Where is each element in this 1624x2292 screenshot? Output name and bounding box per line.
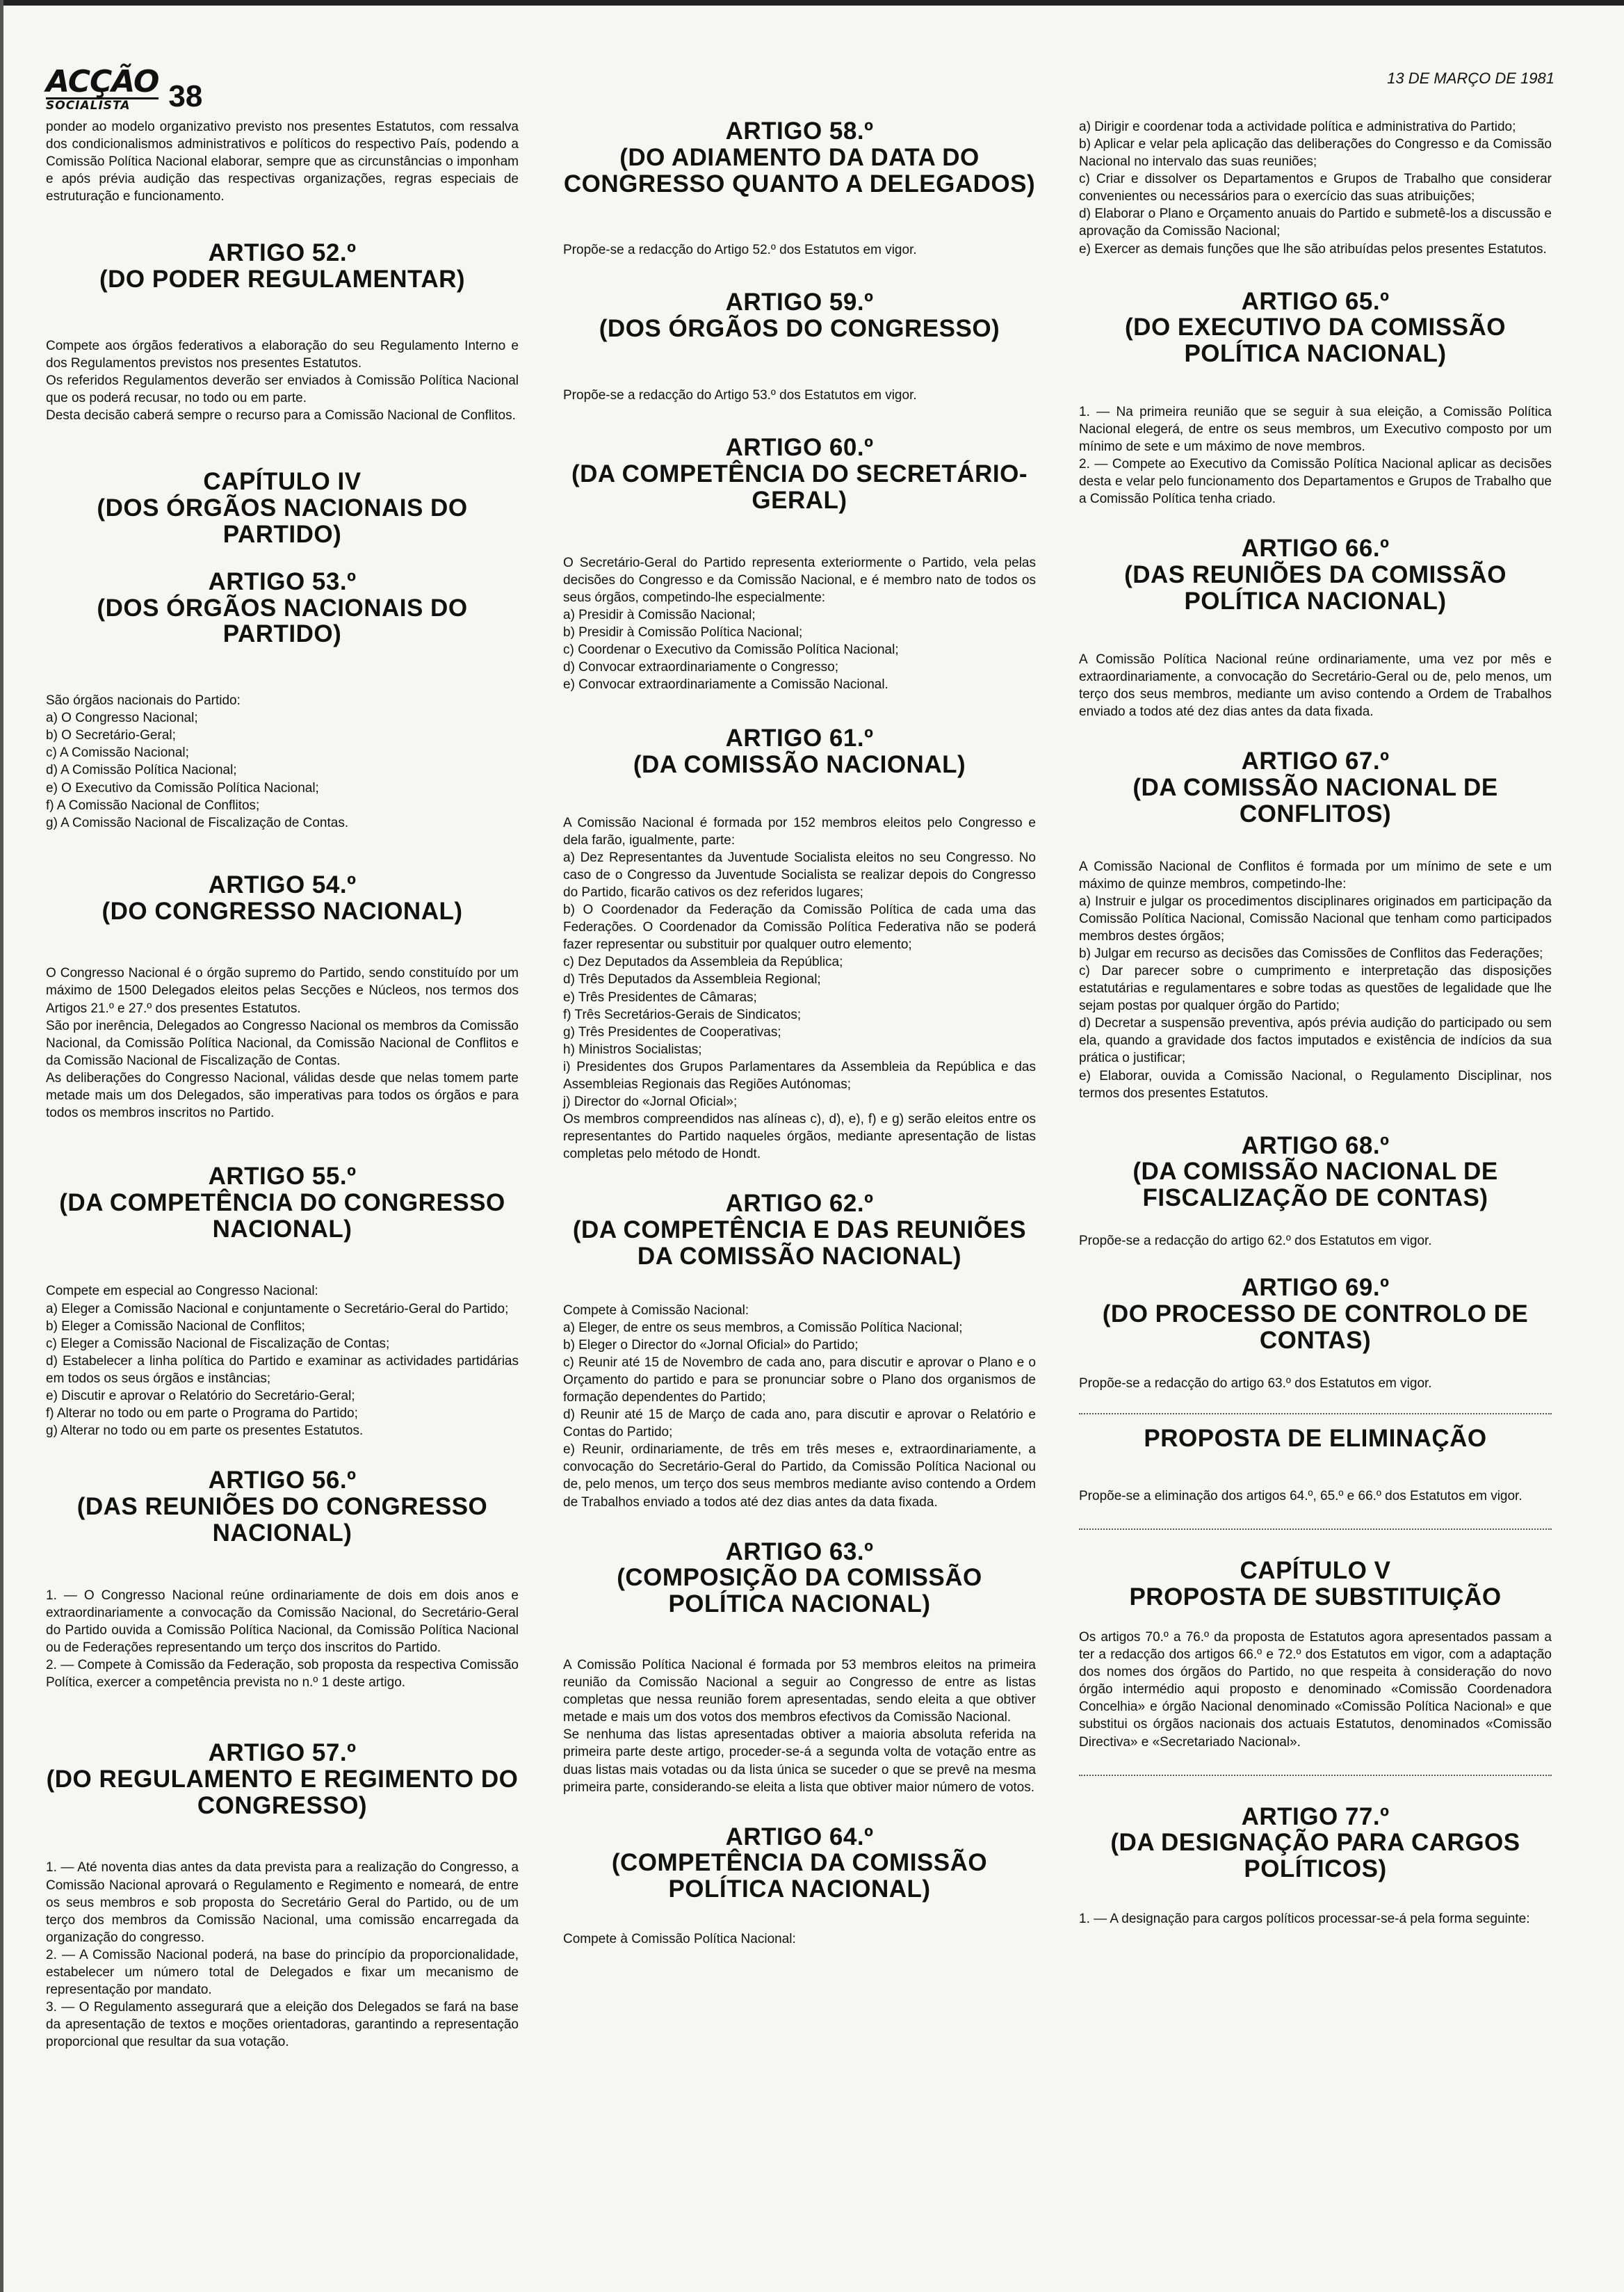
paragraph: 1. — A designação para cargos políticos processar-se-á pela forma seguinte: [1079, 1912, 1530, 1927]
article-subtitle: (DO PODER REGULAMENTAR) [99, 266, 466, 293]
paragraph: Compete aos órgãos federativos a elaboração do seu Regulamento Interno e dos Regulamentos previstos nos presentes Estatutos. [46, 338, 519, 371]
article-title: ARTIGO 55.º [208, 1163, 357, 1191]
list-item: d) Reunir até 15 de Março de cada ano, para discutir e aprovar o Relatório e Contas do Partido; [563, 1407, 1036, 1440]
chapter-5 [1079, 1558, 1552, 1750]
list-lead: Compete à Comissão Política Nacional: [563, 1932, 796, 1947]
article-67 [1079, 748, 1552, 1101]
list-item: g) A Comissão Nacional de Fiscalização de Contas. [46, 815, 349, 830]
intro-paragraph: ponder ao modelo organizativo previsto nos presentes Estatutos, com ressalva dos condicionalismos administrativos e políticos do respectivo País, podendo a Comissão Política Nacional elaborar, sempre que as circunstâncias o imponham e após prévia audição das respectivas organizações, regras especiais de estruturação e funcionamento. [46, 120, 519, 204]
list-item: b) Aplicar e velar pela aplicação das deliberações do Congresso e da Comissão Nacional no intervalo das suas reuniões; [1079, 137, 1552, 170]
article-subtitle: (DA COMPETÊNCIA E DAS REUNIÕES DA COMISSÃO NACIONAL) [572, 1216, 1027, 1270]
list-item: f) Três Secretários-Gerais de Sindicatos; [563, 1007, 802, 1022]
article-title: ARTIGO 56.º [208, 1467, 357, 1494]
list-item: c) A Comissão Nacional; [46, 745, 189, 761]
paragraph: Propõe-se a redacção do Artigo 53.º dos Estatutos em vigor. [563, 388, 917, 403]
article-69 [1079, 1275, 1552, 1391]
list-item: a) Instruir e julgar os procedimentos disciplinares originados em participação da Comissão Política Nacional, Comissão Nacional que tenham como participados membros destes órgãos; [1079, 894, 1552, 944]
paragraph: As deliberações do Congresso Nacional, válidas desde que nelas tomem parte metade mais um dos Delegados, são imperativas para todos os órgãos e para todos os membros inscritos no Partido. [46, 1070, 519, 1120]
column-1 [46, 118, 519, 2051]
list-item: e) O Executivo da Comissão Política Nacional; [46, 780, 319, 796]
list-item: d) Estabelecer a linha política do Partido e examinar as actividades partidárias em todos os seus órgãos e instâncias; [46, 1353, 519, 1386]
article-heading [563, 118, 1036, 197]
article-title: ARTIGO 77.º [1241, 1802, 1390, 1830]
article-title: ARTIGO 60.º [725, 434, 874, 462]
dotted-divider [1079, 1413, 1552, 1414]
article-subtitle: (DOS ÓRGÃOS NACIONAIS DO PARTIDO) [97, 594, 468, 648]
article-title: ARTIGO 67.º [1241, 748, 1390, 775]
list-item: d) A Comissão Política Nacional; [46, 763, 237, 778]
list-item: b) O Coordenador da Federação da Comissão Política de cada uma das Federações. O Coordenador da Comissão Política Federativa não se poderá fazer representar ou substituir por qualquer outro elemento; [563, 903, 1036, 953]
paragraph: 2. — Compete à Comissão da Federação, sob proposta da respectiva Comissão Política, exercer a competência prevista no n.º 1 deste artigo. [46, 1657, 519, 1690]
article-62 [563, 1191, 1036, 1510]
article-heading [563, 289, 1036, 342]
issue-date: 13 DE MARÇO DE 1981 [1387, 70, 1554, 87]
article-title: ARTIGO 68.º [1241, 1131, 1390, 1159]
paragraph: 3. — O Regulamento assegurará que a eleição dos Delegados se fará na base da apresentação de textos e moções orientadoras, garantindo a representação proporcional que resultar da sua votação. [46, 2000, 519, 2050]
article-subtitle: (COMPOSIÇÃO DA COMISSÃO POLÍTICA NACIONAL) [617, 1564, 982, 1618]
section-heading: PROPOSTA DE ELIMINAÇÃO [1144, 1424, 1487, 1452]
article-title: ARTIGO 52.º [208, 239, 357, 267]
article-heading [563, 1191, 1036, 1269]
article-subtitle: (DO EXECUTIVO DA COMISSÃO POLÍTICA NACIONAL) [1125, 314, 1506, 368]
list-item: i) Presidentes dos Grupos Parlamentares da Assembleia da República e das Assembleias Regionais das Regiões Autónomas; [563, 1059, 1036, 1092]
list-item: e) Exercer as demais funções que lhe são atribuídas pelos presentes Estatutos. [1079, 241, 1547, 257]
list-item: g) Alterar no todo ou em parte os presentes Estatutos. [46, 1423, 364, 1439]
page-number: 38 [168, 79, 203, 113]
chapter-title: CAPÍTULO V [1240, 1557, 1391, 1585]
article-heading [1079, 289, 1552, 367]
list-item: a) Eleger a Comissão Nacional e conjuntamente o Secretário-Geral do Partido; [46, 1301, 509, 1316]
article-subtitle: (DA COMISSÃO NACIONAL) [633, 750, 966, 778]
article-subtitle: (DO CONGRESSO NACIONAL) [102, 897, 463, 925]
article-heading [46, 872, 519, 925]
article-61 [563, 725, 1036, 1163]
list-item: b) Presidir à Comissão Política Nacional; [563, 624, 803, 640]
article-52 [46, 240, 519, 424]
article-heading [46, 240, 519, 293]
article-heading [1079, 1804, 1552, 1882]
article-63 [563, 1539, 1036, 1796]
list-item: e) Discutir e aprovar o Relatório do Secretário-Geral; [46, 1388, 355, 1403]
list-item: e) Elaborar, ouvida a Comissão Nacional, o Regulamento Disciplinar, nos termos dos presentes Estatutos. [1079, 1068, 1552, 1101]
list-item: c) Reunir até 15 de Novembro de cada ano, para discutir e aprovar o Plano e o Orçamento do partido e para se pronunciar sobre o Plano dos organismos de formação dependentes do Partido; [563, 1355, 1036, 1405]
article-60 [563, 435, 1036, 693]
masthead [46, 64, 203, 113]
paragraph: Propõe-se a redacção do artigo 63.º dos Estatutos em vigor. [1079, 1375, 1432, 1391]
article-heading [1079, 1133, 1552, 1211]
list-item: b) O Secretário-Geral; [46, 728, 176, 743]
paragraph: A Comissão Nacional é formada por 152 membros eleitos pelo Congresso e dela farão, igualmente, parte: [563, 815, 1036, 848]
list-item: e) Convocar extraordinariamente a Comissão Nacional. [563, 677, 888, 693]
article-title: ARTIGO 63.º [725, 1538, 874, 1565]
article-heading [46, 569, 519, 647]
paragraph: São por inerência, Delegados ao Congresso Nacional os membros da Comissão Nacional, da Comissão Política Nacional, da Comissão Nacional de Conflitos e da Comissão Nacional de Fiscalização de Contas. [46, 1018, 519, 1068]
dotted-divider [1079, 1528, 1552, 1530]
paragraph: A Comissão Política Nacional é formada por 53 membros eleitos na primeira reunião da Comissão Nacional a seguir ao Congresso de entre as listas completas que nessa reunião forem apresentadas, sendo eleita a que obtiver metade e mais um dos votos dos membros efectivos da Comissão Nacional. [563, 1658, 1036, 1725]
article-55 [46, 1163, 519, 1439]
article-heading [1079, 748, 1552, 827]
article-heading [563, 725, 1036, 778]
list-item: a) Dez Representantes da Juventude Socialista eleitos no seu Congresso. No caso de o Congresso da Juventude Socialista se realizar depois do Congresso do Partido, ficarão cativos os dez referidos lugares; [563, 850, 1036, 901]
chapter-heading [46, 469, 519, 547]
chapter-4 [46, 469, 519, 547]
article-title: ARTIGO 54.º [208, 871, 357, 898]
chapter-heading [1079, 1558, 1552, 1611]
logo-sub: SOCIALISTA [46, 97, 159, 112]
list-item: g) Três Presidentes de Cooperativas; [563, 1024, 781, 1040]
list-item: j) Director do «Jornal Oficial»; [563, 1095, 738, 1109]
article-subtitle: (DAS REUNIÕES DA COMISSÃO POLÍTICA NACIONAL) [1124, 561, 1507, 615]
list-item: c) Dar parecer sobre o cumprimento e interpretação das disposições estatutárias e regulamentares e sobre todas as questões de legalidade que lhe sejam postas por qualquer órgão do Partido; [1079, 964, 1552, 1014]
list-item: d) Três Deputados da Assembleia Regional; [563, 972, 821, 987]
article-heading [1079, 535, 1552, 614]
article-title: ARTIGO 65.º [1241, 287, 1390, 315]
list-item: c) Criar e dissolver os Departamentos e Grupos de Trabalho que considerar convenientes ou necessários para o exercício das suas atribuições; [1079, 172, 1552, 204]
article-title: ARTIGO 62.º [725, 1190, 874, 1218]
paragraph: Os membros compreendidos nas alíneas c), d), e), f) e g) serão eleitos entre os representantes do Partido naqueles órgãos, mediante apresentação de listas completas pelo método de Hondt. [563, 1112, 1036, 1162]
list-item: a) Presidir à Comissão Nacional; [563, 607, 756, 622]
article-subtitle: (DA COMISSÃO NACIONAL DE FISCALIZAÇÃO DE CONTAS) [1132, 1158, 1498, 1212]
article-66 [1079, 535, 1552, 720]
article-heading [1079, 1275, 1552, 1353]
article-56 [46, 1467, 519, 1691]
article-heading [563, 1824, 1036, 1903]
list-item: f) A Comissão Nacional de Conflitos; [46, 798, 260, 813]
article-subtitle: (DO PROCESSO DE CONTROLO DE CONTAS) [1102, 1300, 1529, 1354]
article-54 [46, 872, 519, 1122]
paragraph: Propõe-se a eliminação dos artigos 64.º, 65.º e 66.º dos Estatutos em vigor. [1079, 1489, 1522, 1504]
chapter-subtitle: PROPOSTA DE SUBSTITUIÇÃO [1129, 1583, 1502, 1611]
list-lead: A Comissão Nacional de Conflitos é formada por um mínimo de sete e um máximo de quinze membros, competindo-lhe: [1079, 859, 1552, 891]
list-item: h) Ministros Socialistas; [563, 1042, 702, 1057]
article-subtitle: (DOS ÓRGÃOS DO CONGRESSO) [599, 315, 1000, 343]
list-lead: São órgãos nacionais do Partido: [46, 693, 241, 709]
article-58 [563, 118, 1036, 259]
article-title: ARTIGO 59.º [725, 289, 874, 316]
list-item: f) Alterar no todo ou em parte o Programa do Partido; [46, 1406, 358, 1421]
paragraph: 1. — O Congresso Nacional reúne ordinariamente de dois em dois anos e extraordinariamente a convocação da Comissão Nacional, do Secretário-Geral do Partido ouvida a Comissão Política Nacional, da Comissão Política Nacional ou de Federações representando um terço dos inscritos do Partido. [46, 1588, 519, 1655]
list-item: a) Eleger, de entre os seus membros, a Comissão Política Nacional; [563, 1320, 963, 1335]
paragraph: Os referidos Regulamentos deverão ser enviados à Comissão Política Nacional que os poderá recusar, no todo ou em parte. [46, 373, 519, 406]
list-item: a) Dirigir e coordenar toda a actividade política e administrativa do Partido; [1079, 120, 1516, 134]
list-item: b) Julgar em recurso as decisões das Comissões de Conflitos das Federações; [1079, 946, 1543, 961]
article-subtitle: (COMPETÊNCIA DA COMISSÃO POLÍTICA NACIONAL) [611, 1849, 988, 1903]
article-title: ARTIGO 69.º [1241, 1274, 1390, 1302]
article-subtitle: (DO ADIAMENTO DA DATA DO CONGRESSO QUANTO A DELEGADOS) [563, 143, 1036, 197]
page-top-rule [0, 0, 1624, 6]
list-item: e) Reunir, ordinariamente, de três em três meses e, extraordinariamente, a convocação do Secretário-Geral do Partido, da Comissão Política Nacional ou de, pelo menos, um terço dos seus membros mediante aviso contendo a Ordem de Trabalhos enviado a todos até dez dias antes da data fixada. [563, 1442, 1036, 1510]
article-64 [563, 1824, 1036, 1948]
elimination-proposal [1079, 1426, 1552, 1506]
logo-main: ACÇÃO [46, 64, 159, 99]
article-title: ARTIGO 53.º [208, 567, 357, 595]
article-title: ARTIGO 66.º [1241, 535, 1390, 563]
article-heading [563, 1539, 1036, 1617]
paragraph: O Secretário-Geral do Partido representa exteriormente o Partido, vela pelas decisões do Congresso e da Comissão Nacional, e é membro nato de todos os seus órgãos, competindo-lhe especialmente: [563, 555, 1036, 605]
article-65 [1079, 289, 1552, 508]
article-title: ARTIGO 57.º [208, 1739, 357, 1767]
article-title: ARTIGO 58.º [725, 118, 874, 145]
article-68 [1079, 1133, 1552, 1250]
article-subtitle: (DAS REUNIÕES DO CONGRESSO NACIONAL) [76, 1492, 488, 1547]
paragraph: Propõe-se a redacção do artigo 62.º dos Estatutos em vigor. [1079, 1234, 1432, 1249]
chapter-title: CAPÍTULO IV [203, 468, 362, 496]
chapter-subtitle: (DOS ÓRGÃOS NACIONAIS DO PARTIDO) [97, 494, 468, 548]
article-heading [46, 1163, 519, 1242]
list-item: c) Eleger a Comissão Nacional de Fiscalização de Contas; [46, 1336, 390, 1351]
article-59 [563, 289, 1036, 404]
article-subtitle: (DA COMISSÃO NACIONAL DE CONFLITOS) [1132, 773, 1498, 828]
article-subtitle: (DO REGULAMENTO E REGIMENTO DO CONGRESSO) [46, 1765, 519, 1819]
article-subtitle: (DA DESIGNAÇÃO PARA CARGOS POLÍTICOS) [1110, 1829, 1520, 1883]
list-item: b) Eleger a Comissão Nacional de Conflitos; [46, 1318, 305, 1334]
article-57 [46, 1740, 519, 2051]
paragraph: 1. — Na primeira reunião que se seguir à sua eleição, a Comissão Política Nacional elegerá, de entre os seus membros, um Executivo composto por um mínimo de sete e um máximo de nove membros. [1079, 405, 1552, 455]
paragraph: Desta decisão caberá sempre o recurso para a Comissão Nacional de Conflitos. [46, 408, 516, 423]
paragraph: 2. — Compete ao Executivo da Comissão Política Nacional aplicar as decisões desta e velar pelo funcionamento dos Departamentos e Grupos de Trabalho que a Comissão Política tenha criado. [1079, 457, 1552, 507]
article-heading [563, 435, 1036, 513]
article-subtitle: (DA COMPETÊNCIA DO SECRETÁRIO-GERAL) [571, 460, 1028, 514]
list-item: d) Decretar a suspensão preventiva, após prévia audição do participado ou sem ela, quando a gravidade dos factos imputados e existência de indícios da sua prática o justificar; [1079, 1016, 1552, 1066]
column-3 [1079, 118, 1552, 1928]
list-item: a) O Congresso Nacional; [46, 711, 198, 726]
list-item: b) Eleger o Director do «Jornal Oficial» do Partido; [563, 1337, 859, 1353]
page-left-edge [0, 0, 3, 2292]
list-item: d) Elaborar o Plano e Orçamento anuais do Partido e submetê-los a discussão e aprovação da Comissão Nacional; [1079, 207, 1552, 239]
paragraph: Os artigos 70.º a 76.º da proposta de Estatutos agora apresentados passam a ter a redacção dos artigos 66.º e 72.º dos Estatutos em vigor, com a adaptação dos nomes dos órgãos do Partido, no que respeita à consideração do novo órgão intermédio aqui proposto e denominado «Comissão Coordenadora Concelhia» e órgão Nacional denominado «Comissão Política Nacional» e que substitui os órgãos nacionais dos actuais Estatutos, denominados «Comissão Directiva» e «Secretariado Nacional». [1079, 1630, 1552, 1750]
paragraph: 1. — Até noventa dias antes da data prevista para a realização do Congresso, a Comissão Nacional aprovará o Regulamento e Regimento e nomeará, de entre os seus membros e sob proposta do Secretário Geral do Partido, ou de um terço dos membros da Comissão Nacional, uma comissão encarregada da organização do congresso. [46, 1860, 519, 1945]
list-item: c) Dez Deputados da Assembleia da República; [563, 955, 843, 970]
paragraph: Propõe-se a redacção do Artigo 52.º dos Estatutos em vigor. [563, 243, 917, 258]
list-lead: Compete em especial ao Congresso Nacional: [46, 1284, 318, 1299]
article-heading [46, 1740, 519, 1818]
paragraph: A Comissão Política Nacional reúne ordinariamente, uma vez por mês e extraordinariamente, a convocação do Secretário-Geral ou de, pelo menos, um terço dos seus membros, mediante um aviso contendo a Ordem de Trabalhos enviado a todos até dez dias antes da data fixada. [1079, 652, 1552, 720]
list-item: d) Convocar extraordinariamente o Congresso; [563, 660, 839, 675]
article-heading [46, 1467, 519, 1546]
list-item: e) Três Presidentes de Câmaras; [563, 990, 757, 1005]
paragraph: Se nenhuma das listas apresentadas obtiver a maioria absoluta referida na primeira parte deste artigo, proceder-se-á a segunda volta de votação entre as duas listas mais votadas ou da lista única se suceder o que se prevê na mesma primeira parte, considerando-se eleita a lista que obtiver maior número de votos. [563, 1727, 1036, 1795]
dotted-divider [1079, 1775, 1552, 1776]
column-2 [563, 118, 1036, 1948]
paragraph: 2. — A Comissão Nacional poderá, na base do princípio da proporcionalidade, estabelecer um número total de Delegados e fixar um mecanismo de representação por mandato. [46, 1947, 519, 1997]
article-title: ARTIGO 61.º [725, 725, 874, 752]
list-item: c) Coordenar o Executivo da Comissão Política Nacional; [563, 642, 899, 657]
article-77 [1079, 1804, 1552, 1928]
article-subtitle: (DA COMPETÊNCIA DO CONGRESSO NACIONAL) [59, 1188, 505, 1243]
article-53 [46, 569, 519, 832]
paragraph: O Congresso Nacional é o órgão supremo do Partido, sendo constituído por um máximo de 1500 Delegados eleitos pelas Secções e Núcleos, nos termos dos Artigos 21.º e 27.º dos presentes Estatutos. [46, 966, 519, 1016]
list-lead: Compete à Comissão Nacional: [563, 1302, 749, 1318]
article-title: ARTIGO 64.º [725, 1823, 874, 1850]
newspaper-logo [46, 64, 159, 113]
